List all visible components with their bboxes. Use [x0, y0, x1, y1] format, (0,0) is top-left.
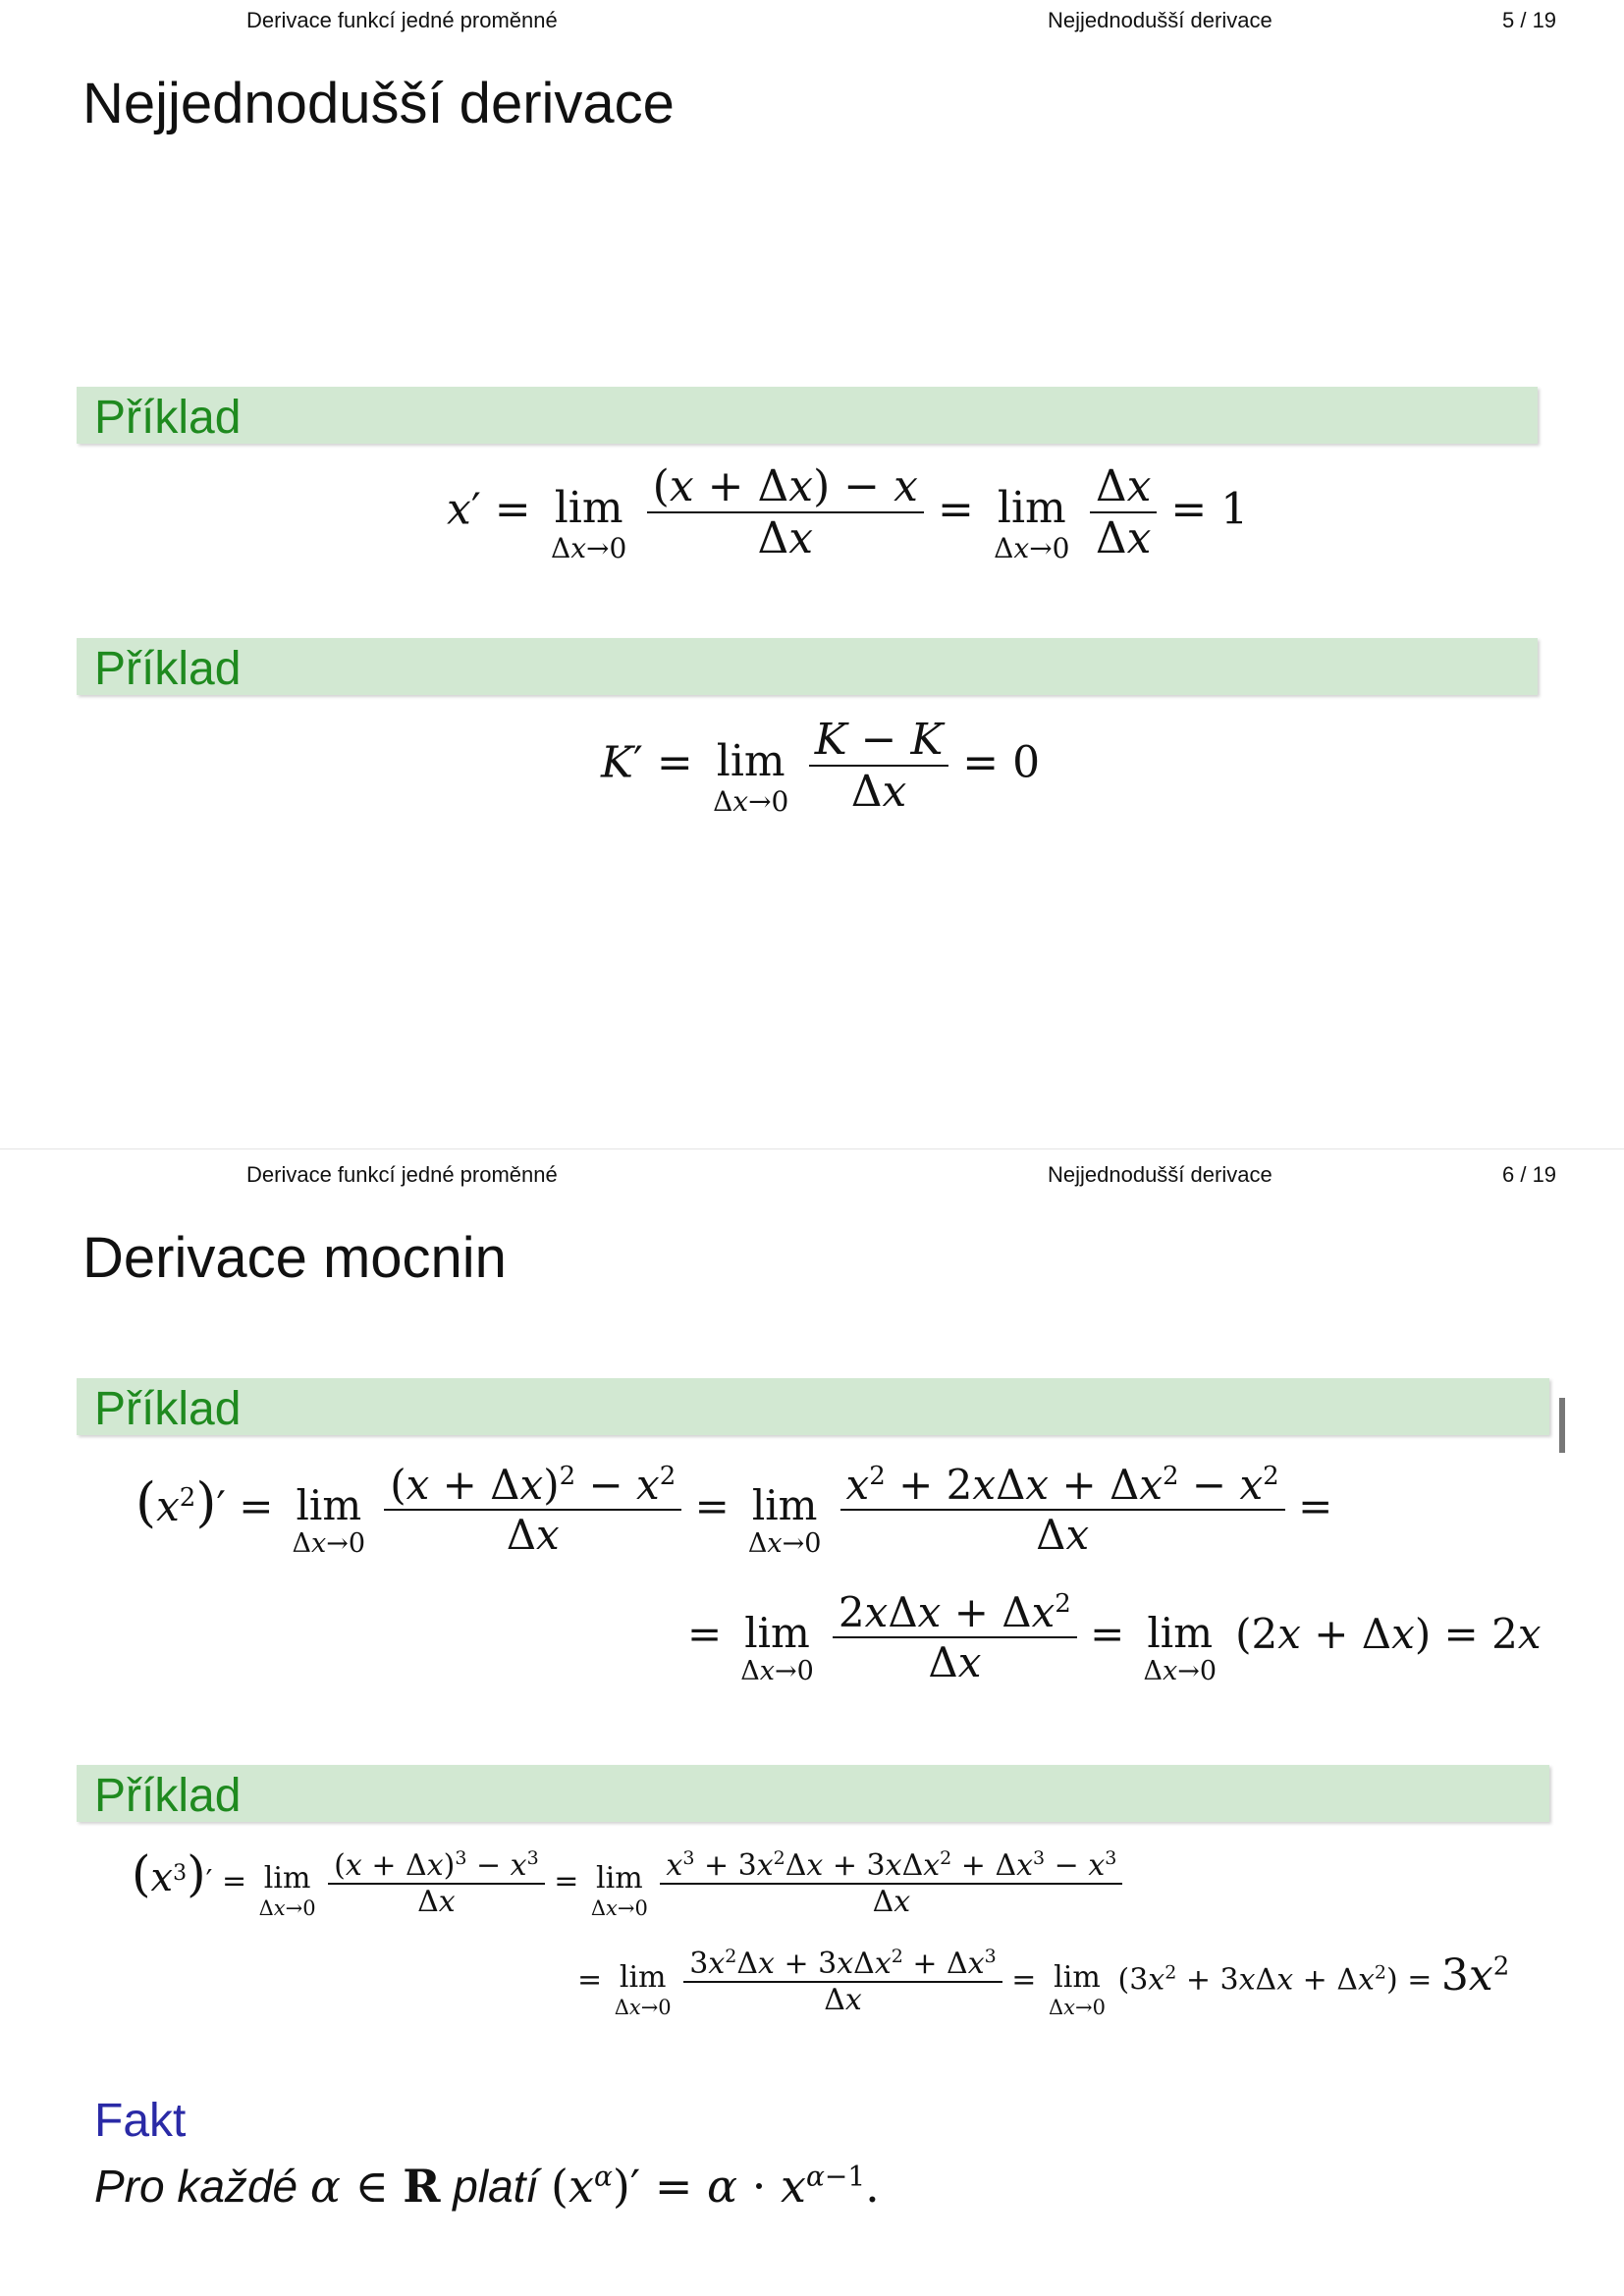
- header-subsection-title: Nejjednodušší derivace: [1048, 8, 1272, 32]
- header-section-title: Derivace funkcí jedné proměnné: [246, 8, 558, 32]
- equation-derivative-x-squared-line2: = lim Δx→0 $\frac{2x\Delta x + \Delta x^2}{\Delta x}$ = lim Δx→0 (2x + Δx) = 2x: [687, 1588, 1542, 1686]
- equation-derivative-x-cubed-line2: = lim Δx→0 $\frac{3x^2\Delta x + 3x\Delta x^2 + \Delta x^3}{\Delta x}$ = lim Δx→0 $(3x^2 + 3x\Delta x + \Delta x^2) = 3x^2$: [577, 1946, 1510, 2019]
- fact-text-pre: Pro každé: [94, 2161, 298, 2212]
- example-label: Příklad: [94, 1383, 242, 1435]
- fact-text-mid: platí: [453, 2161, 539, 2212]
- header-subsection-title: Nejjednodušší derivace: [1048, 1162, 1272, 1187]
- fact-statement: Pro každé α ∈ R platí $(x^\alpha)' = \alpha \cdot x^{\alpha-1}$.: [94, 2160, 880, 2213]
- equation-derivative-x: x′ = lim Δx→0 $\frac{(x + \Delta x) - x}{\Delta x}$ = lim Δx→0 $\frac{\Delta x}{\Delta x}$ = 1: [447, 461, 1249, 564]
- equation-derivative-x-squared-line1: $(x^2)' = \lim$ Δx→0 $\frac{(x + \Delta x)^2 - x^2}{\Delta x}$ = lim Δx→0 $\frac{x^2 + 2x\Delta x + \Delta x^2 - x^2}{\Delta x}$ =: [135, 1461, 1333, 1559]
- example-block-header: [77, 387, 1538, 444]
- example-label: Příklad: [94, 1770, 242, 1822]
- header-page-number: 5 / 19: [1502, 8, 1557, 32]
- page-separator: [0, 1148, 1624, 1149]
- page-title: Derivace mocnin: [82, 1226, 507, 1290]
- header-page-number: 6 / 19: [1502, 1162, 1557, 1187]
- page2-header: [0, 1162, 1624, 1192]
- example-block-header: [77, 1765, 1549, 1822]
- example-label: Příklad: [94, 643, 242, 695]
- page-edge-shadow: [1559, 1398, 1565, 1453]
- page-title: Nejjednodušší derivace: [82, 72, 675, 135]
- fact-label: Fakt: [94, 2095, 187, 2147]
- equation-derivative-x-cubed-line1: $(x^3)' = \lim$ Δx→0 $\frac{(x + \Delta x)^3 - x^3}{\Delta x}$ = lim Δx→0 $\frac{x^3 + 3x^2\Delta x + 3x\Delta x^2 + \Delta x^3 - x^3}{\Delta x}$: [132, 1845, 1122, 1919]
- equation-derivative-constant: K′ = lim Δx→0 $\frac{K - K}{\Delta x}$ = 0: [601, 715, 1041, 818]
- page1-header: [0, 8, 1624, 37]
- example-label: Příklad: [94, 392, 242, 444]
- header-section-title: Derivace funkcí jedné proměnné: [246, 1162, 558, 1187]
- example-block-header: [77, 1378, 1549, 1435]
- example-block-header: [77, 638, 1538, 695]
